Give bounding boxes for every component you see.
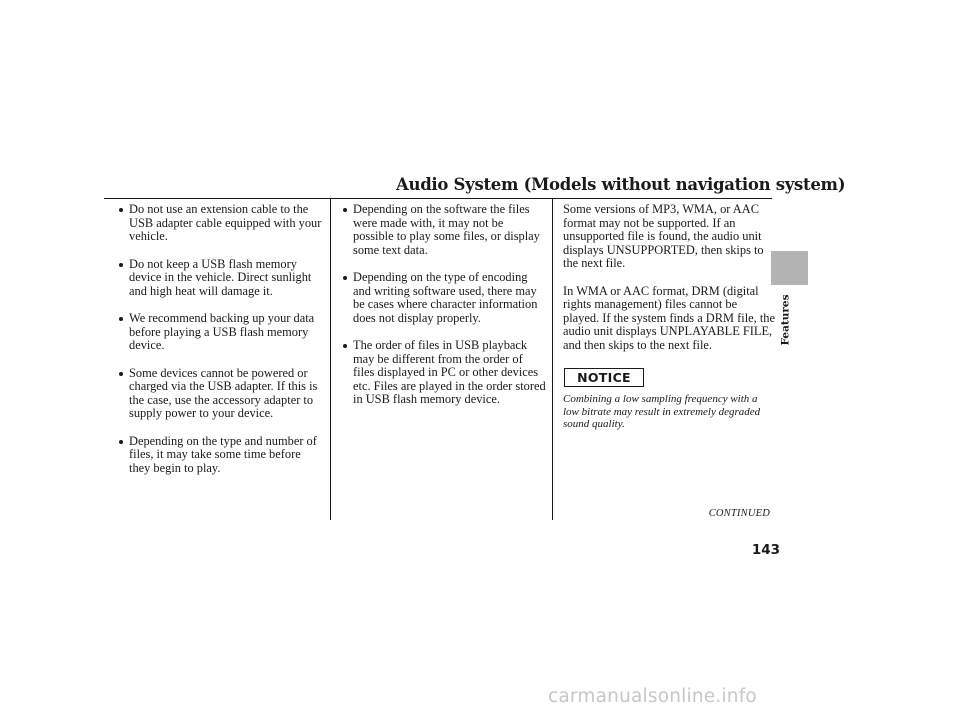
- bullet-dot-icon: [343, 276, 347, 280]
- bullet-item: [337, 203, 547, 257]
- left-column: [113, 203, 323, 489]
- bullet-text: Depending on the software the files were made with, it may not be possible to play some files, or display some text data.: [353, 202, 540, 257]
- body-paragraph: Some versions of MP3, WMA, or AAC format may not be supported. If an unsupported file is found, the audio unit displays UNSUPPORTED, then skips to the next file.: [563, 202, 764, 270]
- column-divider-left: [330, 198, 331, 520]
- bullet-text: Do not keep a USB flash memory device in the vehicle. Direct sunlight and high heat will damage it.: [129, 256, 312, 298]
- page-title: Audio System (Models without navigation system): [396, 175, 846, 194]
- bullet-dot-icon: [119, 317, 123, 321]
- bullet-dot-icon: [119, 263, 123, 267]
- body-paragraph: In WMA or AAC format, DRM (digital rights management) files cannot be played. If the system finds a DRM file, the audio unit displays UNPLAYABLE FILE, and then skips to the next file.: [563, 283, 775, 352]
- bullet-item: [113, 312, 323, 353]
- bullet-text: We recommend backing up your data before playing a USB flash memory device.: [129, 311, 315, 352]
- bullet-dot-icon: [119, 440, 123, 444]
- notice-label: NOTICE: [564, 368, 644, 387]
- section-tab-label: [777, 290, 793, 350]
- bullet-item: [113, 203, 323, 244]
- bullet-dot-icon: [119, 208, 123, 212]
- middle-column: [337, 203, 547, 421]
- bullet-item: [113, 435, 323, 476]
- bullet-dot-icon: [119, 372, 123, 376]
- bullet-text: Depending on the type and number of files, it may take some time before they begin to play.: [129, 433, 317, 475]
- bullet-item: [113, 258, 323, 299]
- bullet-dot-icon: [343, 208, 347, 212]
- bullet-item: [337, 271, 547, 325]
- bullet-text: The order of files in USB playback may be different from the order of files displayed in PC or other devices etc. Files are played in the order stored in USB flash memory device.: [353, 338, 546, 406]
- watermark-link[interactable]: carmanualsonline.info: [548, 686, 757, 707]
- bullet-text: Depending on the type of encoding and writing software used, there may be cases where character information does not display properly.: [353, 270, 538, 325]
- bullet-text: Do not use an extension cable to the USB adapter cable equipped with your vehicle.: [129, 202, 322, 243]
- header-divider: [104, 198, 772, 199]
- bullet-dot-icon: [343, 344, 347, 348]
- continued-label: CONTINUED: [708, 508, 770, 519]
- page-number: 143: [751, 542, 780, 558]
- notice-text: Combining a low sampling frequency with a low bitrate may result in extremely degraded sound quality.: [563, 393, 761, 430]
- column-divider-right: [552, 198, 553, 520]
- bullet-text: Some devices cannot be powered or charged via the USB adapter. If this is the case, use the accessory adapter to supply power to your device.: [129, 365, 318, 420]
- right-column: [563, 203, 775, 431]
- bullet-item: [337, 339, 547, 407]
- section-tab-marker: [771, 251, 808, 285]
- bullet-item: [113, 367, 323, 421]
- section-tab-text: Features: [779, 294, 792, 346]
